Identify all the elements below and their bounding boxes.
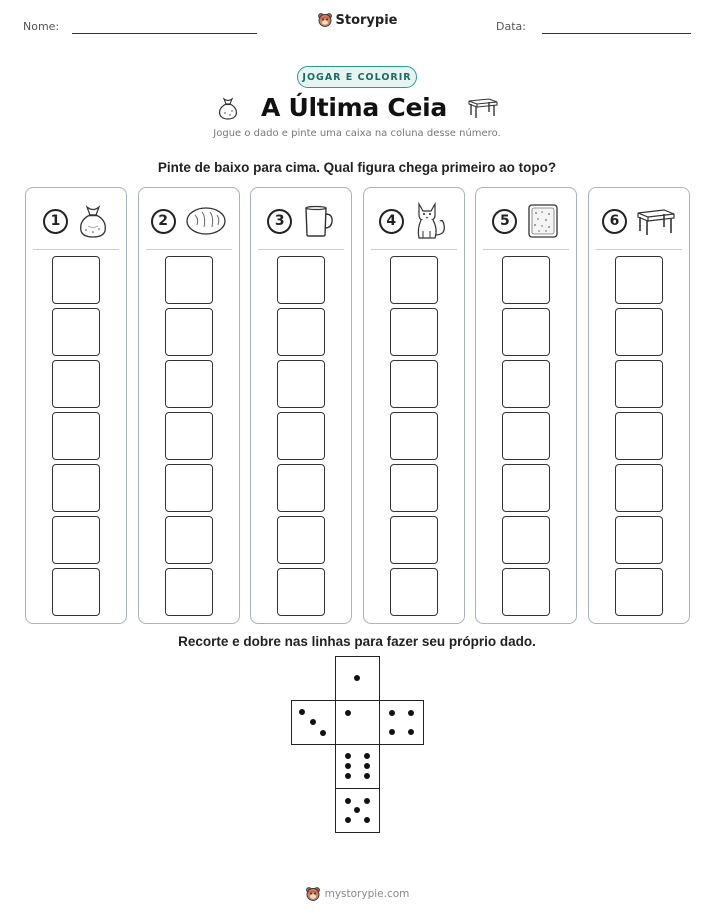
color-box[interactable] (502, 568, 550, 616)
column-number: 4 (379, 209, 404, 234)
color-box[interactable] (52, 568, 100, 616)
money-bag-icon (215, 94, 241, 120)
color-box[interactable] (277, 308, 325, 356)
instruction: Pinte de baixo para cima. Qual figura chega primeiro ao topo? (157, 160, 557, 175)
column-header (364, 202, 464, 240)
date-label: Data: (496, 20, 526, 33)
name-label: Nome: (23, 20, 60, 33)
race-columns (25, 187, 690, 624)
footer (0, 886, 714, 902)
footer-url[interactable]: mystorypie.com (324, 888, 410, 900)
color-box[interactable] (502, 412, 550, 460)
date-field-line[interactable] (542, 33, 691, 34)
color-box[interactable] (277, 256, 325, 304)
color-box[interactable] (615, 360, 663, 408)
name-field-line[interactable] (72, 33, 257, 34)
color-box[interactable] (52, 464, 100, 512)
die-pip (364, 817, 370, 823)
color-box[interactable] (390, 568, 438, 616)
column-divider (483, 249, 569, 250)
color-box[interactable] (390, 464, 438, 512)
subtitle: Jogue o dado e pinte uma caixa na coluna desse número. (213, 128, 501, 139)
column-number: 1 (43, 209, 68, 234)
activity-badge: JOGAR E COLORIR (297, 66, 417, 88)
money-bag-icon (77, 203, 109, 239)
bread-loaf-icon (185, 205, 227, 237)
die-face-1 (335, 656, 380, 701)
color-box[interactable] (390, 256, 438, 304)
die-pip (389, 710, 395, 716)
die-pip (345, 710, 351, 716)
cut-instruction: Recorte e dobre nas linhas para fazer seu próprio dado. (178, 634, 536, 649)
table-icon (467, 95, 499, 119)
cat-icon (413, 201, 449, 241)
color-box[interactable] (165, 256, 213, 304)
color-box[interactable] (615, 568, 663, 616)
color-box[interactable] (165, 308, 213, 356)
die-face-4 (379, 700, 424, 745)
column-divider (596, 249, 682, 250)
die-pip (354, 807, 360, 813)
column-header (251, 202, 351, 240)
column-header (26, 202, 126, 240)
color-box[interactable] (502, 256, 550, 304)
color-box[interactable] (52, 412, 100, 460)
column-1 (25, 187, 127, 624)
die-pip (364, 773, 370, 779)
color-box[interactable] (277, 412, 325, 460)
die-face-5 (335, 788, 380, 833)
color-box[interactable] (390, 360, 438, 408)
die-face-3 (291, 700, 336, 745)
color-box[interactable] (277, 464, 325, 512)
die-pip (408, 710, 414, 716)
die-face-6 (335, 744, 380, 789)
bear-mascot-icon (305, 886, 321, 902)
color-box[interactable] (615, 516, 663, 564)
column-header (476, 202, 576, 240)
color-box[interactable] (277, 568, 325, 616)
color-box[interactable] (502, 516, 550, 564)
die-pip (345, 817, 351, 823)
cup-icon (301, 204, 335, 238)
column-6 (588, 187, 690, 624)
color-box[interactable] (277, 516, 325, 564)
color-box[interactable] (52, 360, 100, 408)
color-box[interactable] (165, 360, 213, 408)
column-5 (475, 187, 577, 624)
die-pip (364, 763, 370, 769)
color-box[interactable] (615, 308, 663, 356)
color-box[interactable] (502, 360, 550, 408)
column-2 (138, 187, 240, 624)
column-number: 5 (492, 209, 517, 234)
color-box[interactable] (615, 412, 663, 460)
sponge-icon (526, 203, 560, 239)
page-title: A Última Ceia (261, 92, 447, 122)
column-number: 2 (151, 209, 176, 234)
die-face-1-center (335, 700, 380, 745)
table-icon (636, 206, 676, 236)
column-number: 3 (267, 209, 292, 234)
column-number: 6 (602, 209, 627, 234)
color-box[interactable] (277, 360, 325, 408)
column-header (139, 202, 239, 240)
die-pip (299, 709, 305, 715)
color-box[interactable] (52, 308, 100, 356)
color-box[interactable] (615, 256, 663, 304)
bear-mascot-icon (317, 12, 333, 28)
die-pip (320, 730, 326, 736)
color-box[interactable] (390, 308, 438, 356)
die-pip (389, 729, 395, 735)
color-box[interactable] (165, 412, 213, 460)
color-box[interactable] (390, 516, 438, 564)
color-box[interactable] (615, 464, 663, 512)
die-pip (345, 773, 351, 779)
column-header (589, 202, 689, 240)
die-pip (345, 753, 351, 759)
die-pip (310, 719, 316, 725)
die-pip (408, 729, 414, 735)
column-4 (363, 187, 465, 624)
color-box[interactable] (502, 308, 550, 356)
column-divider (33, 249, 119, 250)
brand-name: Storypie (335, 12, 398, 28)
column-divider (371, 249, 457, 250)
die-pip (345, 763, 351, 769)
brand-logo (0, 12, 714, 28)
color-box[interactable] (52, 256, 100, 304)
color-box[interactable] (165, 516, 213, 564)
die-pip (364, 798, 370, 804)
die-pip (364, 753, 370, 759)
title-row (0, 90, 714, 124)
color-box[interactable] (390, 412, 438, 460)
column-3 (250, 187, 352, 624)
column-divider (146, 249, 232, 250)
color-box[interactable] (52, 516, 100, 564)
column-divider (258, 249, 344, 250)
die-pip (345, 798, 351, 804)
color-box[interactable] (165, 464, 213, 512)
color-box[interactable] (165, 568, 213, 616)
die-pip (354, 675, 360, 681)
color-box[interactable] (502, 464, 550, 512)
